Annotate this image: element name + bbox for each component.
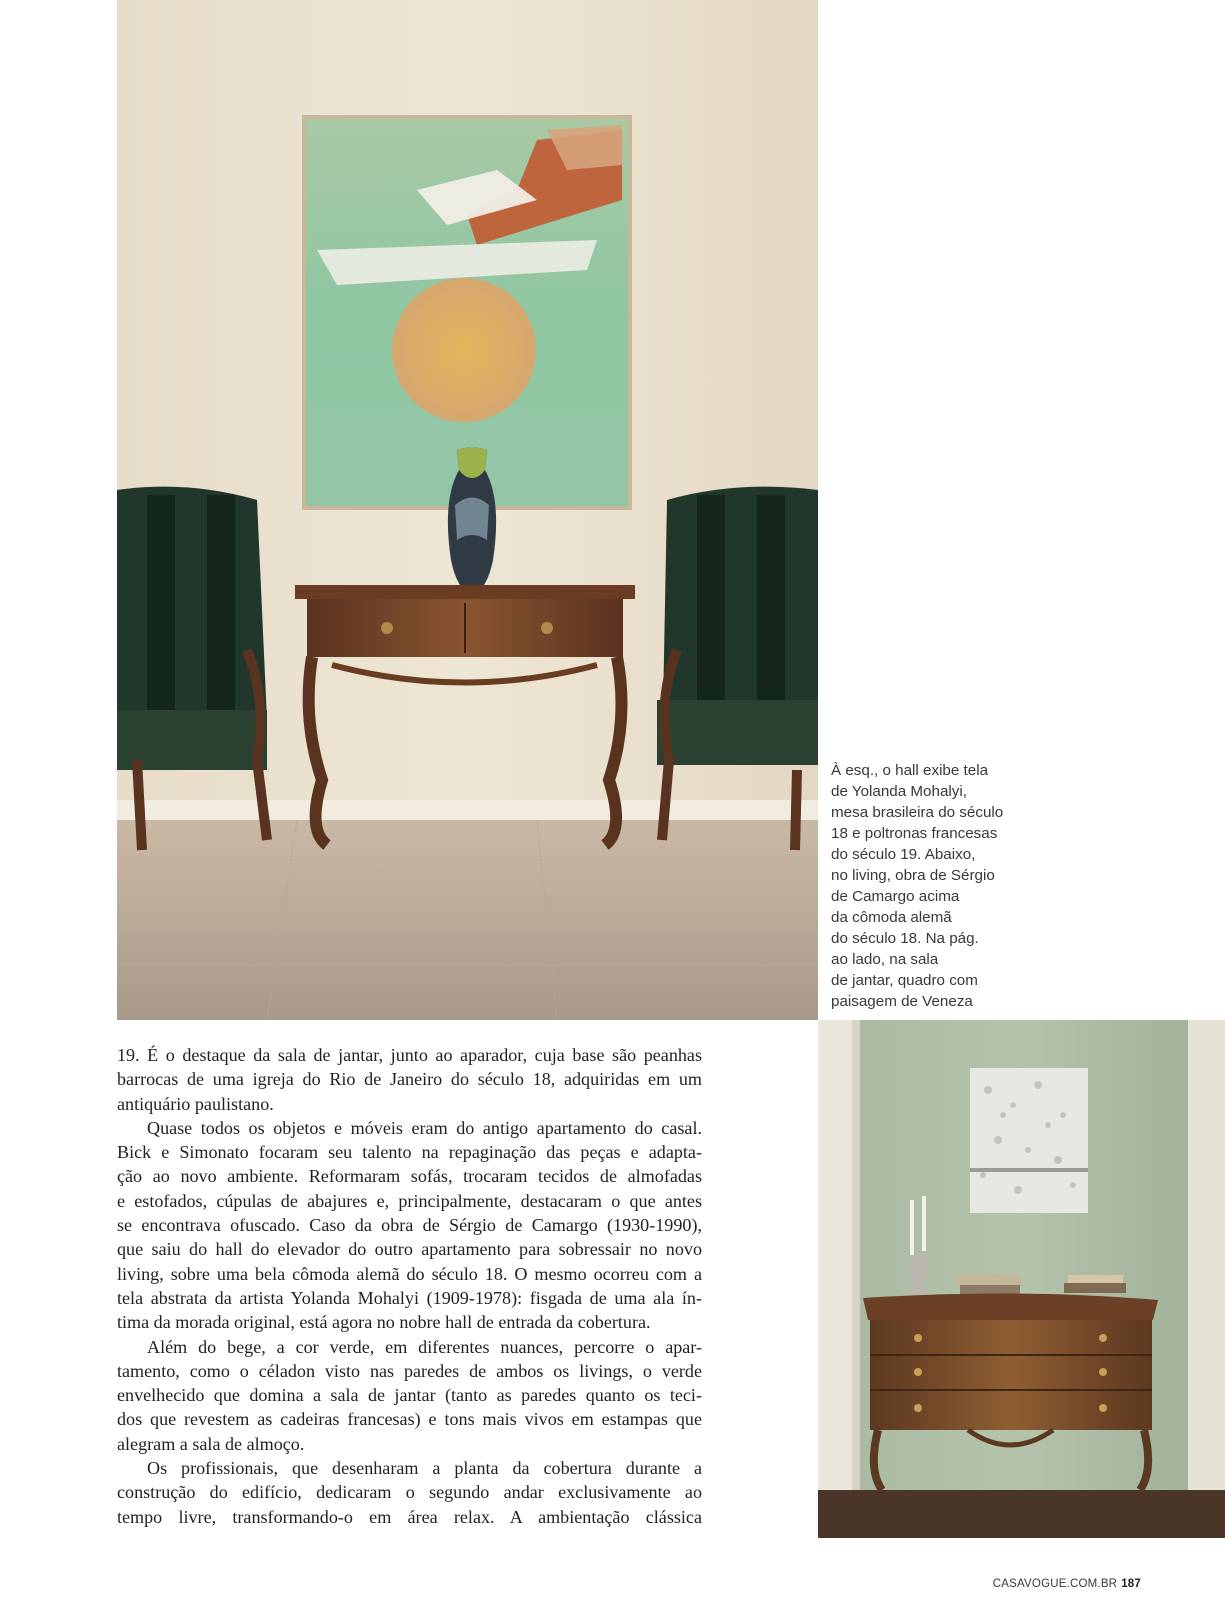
article-line: tima da morada original, está agora no nobre hall de entrada da cobertura. [117,1312,651,1333]
article-line: 19. É o destaque da sala de jantar, junto ao aparador, cuja base são peanhas [117,1045,702,1065]
article-line: e estofados, cúpulas de abajures e, principalmente, destacaram o que antes [117,1190,702,1211]
page-footer [993,1578,1141,1590]
article-line: antiquário paulistano. [117,1093,274,1114]
page-number: 187 [1121,1578,1141,1590]
article-line: que saiu do hall do elevador do outro apartamento para sobressair no novo [117,1239,702,1260]
caption-line: no living, obra de Sérgio [831,867,995,884]
caption-line: paisagem de Veneza [831,993,973,1010]
article-line: tamento, como o céladon visto nas paredes de ambos os livings, o verde [117,1360,702,1381]
article-line: se encontrava ofuscado. Caso da obra de Sérgio de Camargo (1930-1990), [117,1215,702,1236]
article-line: tela abstrata da artista Yolanda Mohalyi (1909-1978): fisgada de uma ala ín- [117,1287,702,1308]
caption-line: de jantar, quadro com [831,972,978,989]
caption-line: da cômoda alemã [831,909,952,926]
article-line: alegram a sala de almoço. [117,1433,305,1454]
footer-site: CASAVOGUE.COM.BR [992,1578,1118,1590]
hall-photo [117,0,818,1020]
caption-line: do século 18. Na pág. [831,930,979,947]
article-line: dos que revestem as cadeiras francesas) e tons mais vivos em estampas que [117,1409,702,1430]
article-line: living, sobre uma bela cômoda alemã do século 18. O mesmo ocorreu com a [117,1263,702,1284]
article-line: envelhecido que domina a sala de jantar (tanto as paredes quanto os teci- [117,1385,702,1406]
living-photo-illustration [818,1020,1225,1538]
hall-photo-illustration [117,0,818,1020]
article-line: Quase todos os objetos e móveis eram do antigo apartamento do casal. [147,1117,702,1138]
caption-line: de Yolanda Mohalyi, [831,783,967,800]
article-line: construção do edifício, dedicaram o segundo andar exclusivamente ao [117,1482,702,1503]
caption-line: 18 e poltronas francesas [831,825,998,842]
caption-line: do século 19. Abaixo, [831,846,976,863]
caption-line: mesa brasileira do século [831,804,1004,821]
article-line: Os profissionais, que desenharam a planta da cobertura durante a [147,1458,702,1479]
article-line: Além do bege, a cor verde, em diferentes nuances, percorre o apar- [147,1336,702,1357]
caption-line: de Camargo acima [831,888,960,905]
caption-line: À esq., o hall exibe tela [831,762,989,779]
article-body [117,1043,702,1529]
caption-line: ao lado, na sala [831,951,939,968]
photo-caption [831,760,1021,1012]
article-line: Bick e Simonato focaram seu talento na repaginação das peças e adapta- [117,1142,702,1163]
living-photo [818,1020,1225,1538]
article-line: ção ao novo ambiente. Reformaram sofás, trocaram tecidos de almofadas [117,1166,702,1187]
article-line: tempo livre, transformando-o em área relax. A ambientação clássica [117,1506,702,1527]
article-line: barrocas de uma igreja do Rio de Janeiro do século 18, adquiridas em um [117,1069,702,1090]
